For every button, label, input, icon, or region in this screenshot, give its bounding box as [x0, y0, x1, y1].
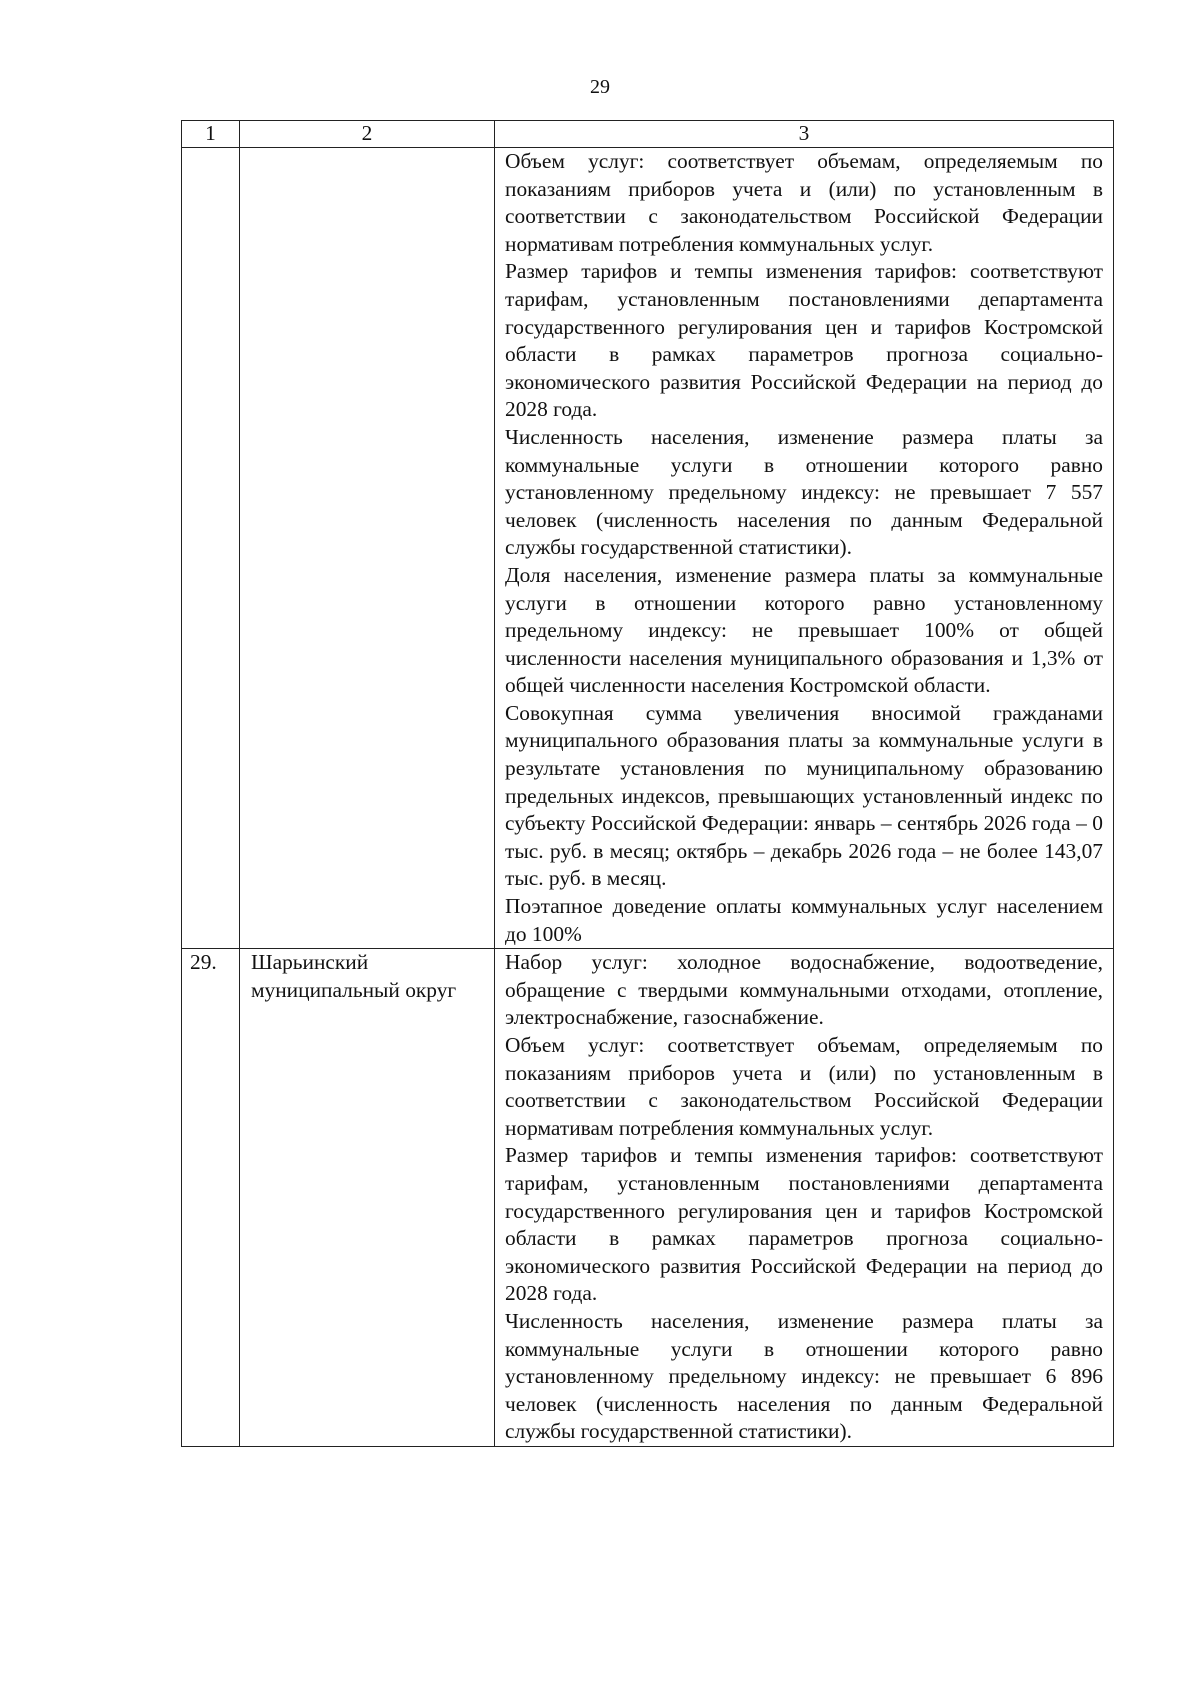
- table-row-29: [182, 949, 1114, 1447]
- paragraph-tariffs: Размер тарифов и темпы изменения тарифов: соответствуют тарифам, установленным постановлениями департамента государственного регулирования цен и тарифов Костромской области в рамках параметров прогноза социально-экономического развития Российской Федерации на период до 2028 года.: [505, 1143, 1103, 1306]
- paragraph-population: Численность населения, изменение размера платы за коммунальные услуги в отношении которого равно установленному предельному индексу: не превышает 7 557 человек (численность населения по данным Федеральной службы государственной статистики).: [505, 424, 1103, 560]
- description-cell: [495, 148, 1114, 949]
- column-header-2: 2: [240, 121, 495, 148]
- row-number-cell: [182, 148, 240, 949]
- municipality-name-cell: [240, 148, 495, 949]
- page-number: 29: [590, 76, 610, 98]
- paragraph-population-share: Доля населения, изменение размера платы за коммунальные услуги в отношении которого равно установленному предельному индексу: не превышает 100% от общей численности населения муниципального образования и 1,3% от общей численности населения Костромской области.: [505, 562, 1103, 698]
- paragraph-service-volume: Объем услуг: соответствует объемам, определяемым по показаниям приборов учета и (или) по установленным в соответствии с законодательством Российской Федерации нормативам потребления коммунальных услуг.: [505, 1033, 1103, 1140]
- paragraph-service-volume: Объем услуг: соответствует объемам, определяемым по показаниям приборов учета и (или) по установленным в соответствии с законодательством Российской Федерации нормативам потребления коммунальных услуг.: [505, 149, 1103, 256]
- municipality-name-cell: Шарьинский муниципальный округ: [240, 949, 495, 1447]
- paragraph-service-set: Набор услуг: холодное водоснабжение, водоотведение, обращение с твердыми коммунальными отходами, отопление, электроснабжение, газоснабжение.: [505, 950, 1103, 1030]
- paragraph-gradual-payment: Поэтапное доведение оплаты коммунальных услуг населением до 100%: [505, 894, 1103, 946]
- paragraph-total-increase: Совокупная сумма увеличения вносимой гражданами муниципального образования платы за коммунальные услуги в результате установления по муниципальному образованию предельных индексов, превышающих установленный индекс по субъекту Российской Федерации: январь – сентябрь 2026 года – 0 тыс. руб. в месяц; октябрь – декабрь 2026 года – не более 143,07 тыс. руб. в месяц.: [505, 700, 1103, 891]
- column-header-1: 1: [182, 121, 240, 148]
- description-cell: [495, 949, 1114, 1447]
- table-row-continuation: [182, 148, 1114, 949]
- paragraph-tariffs: Размер тарифов и темпы изменения тарифов: соответствуют тарифам, установленным постановлениями департамента государственного регулирования цен и тарифов Костромской области в рамках параметров прогноза социально-экономического развития Российской Федерации на период до 2028 года.: [505, 259, 1103, 422]
- column-header-3: 3: [495, 121, 1114, 148]
- table-header-row: [182, 121, 1114, 148]
- row-number-cell: 29.: [182, 949, 240, 1447]
- services-table: [181, 120, 1114, 1447]
- paragraph-population: Численность населения, изменение размера платы за коммунальные услуги в отношении которого равно установленному предельному индексу: не превышает 6 896 человек (численность населения по данным Федеральной службы государственной статистики).: [505, 1308, 1103, 1444]
